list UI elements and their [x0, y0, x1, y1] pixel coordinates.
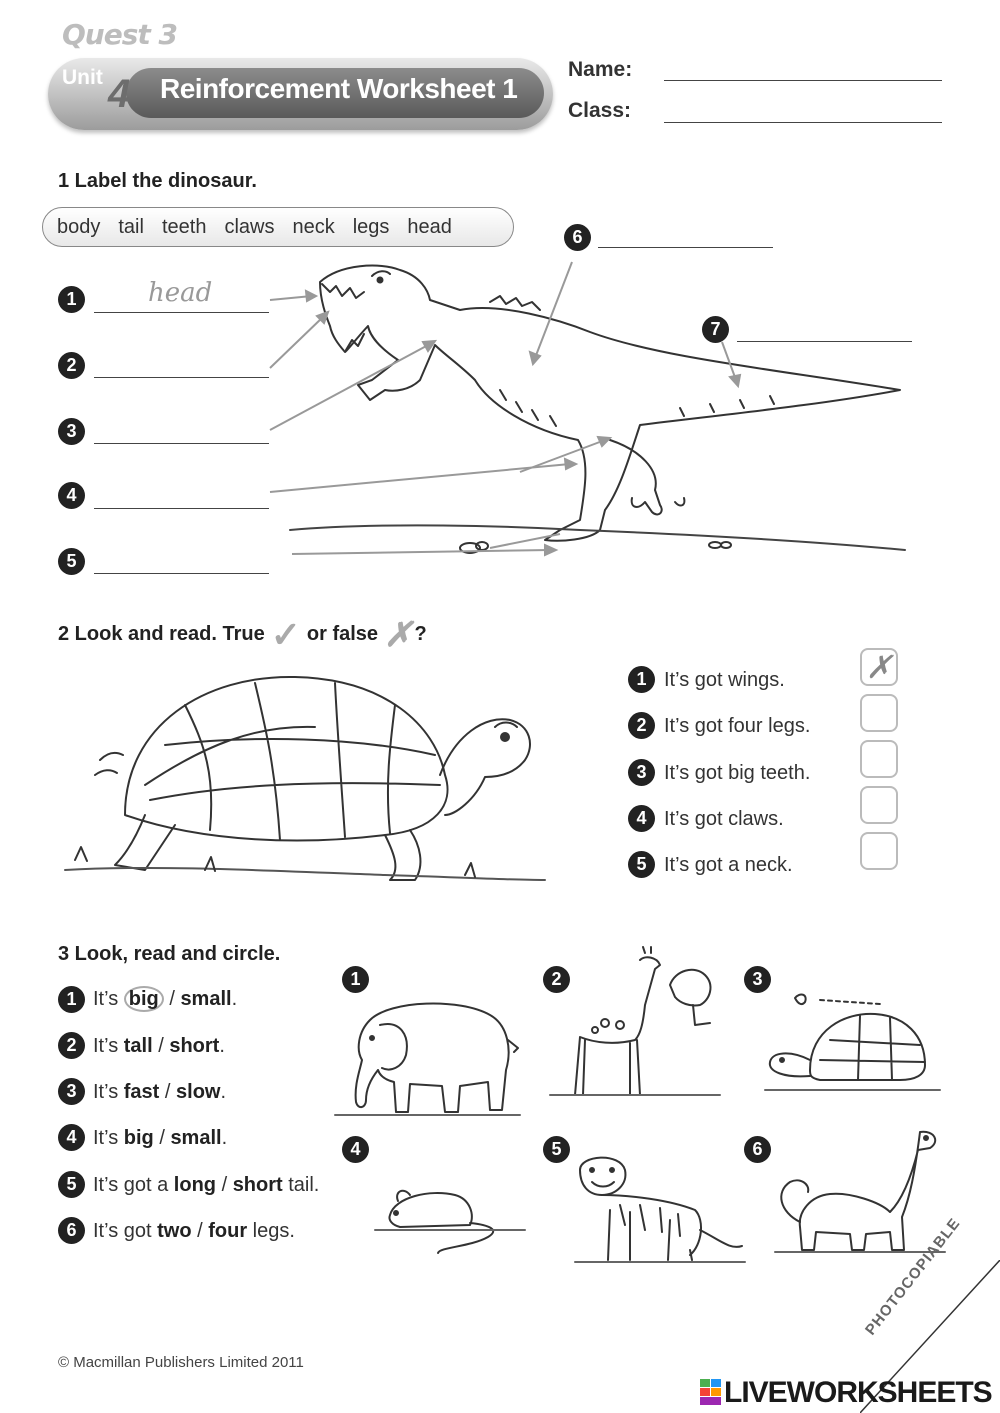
label-answer-line-1[interactable] — [94, 312, 269, 313]
tortoise-illustration — [55, 665, 555, 905]
section1-title: 1 Label the dinosaur. — [58, 170, 257, 192]
small-tortoise-picture — [760, 990, 945, 1100]
answer-box-1[interactable]: ✗ — [860, 648, 898, 686]
name-label: Name: — [568, 58, 633, 81]
cross-icon: ✗ — [384, 615, 413, 654]
label-number-5: 5 — [58, 548, 85, 575]
option-a-5[interactable]: long — [173, 1174, 217, 1196]
word-bank-item: claws — [224, 215, 275, 238]
photocopiable-stamp: PHOTOCOPIABLE — [862, 1214, 964, 1339]
dinosaur-illustration — [260, 240, 920, 570]
word-bank-item: legs — [352, 215, 390, 238]
word-bank-item: head — [407, 215, 452, 238]
statement-number-1: 1 — [628, 666, 655, 693]
circle-number-2: 2 — [58, 1032, 85, 1059]
option-b-2[interactable]: short — [169, 1035, 220, 1057]
circle-number-1: 1 — [58, 986, 85, 1013]
word-bank-item: teeth — [161, 215, 207, 238]
brand-logo: Quest 3 — [62, 18, 178, 51]
label-number-6: 6 — [564, 224, 591, 251]
label-number-3: 3 — [58, 418, 85, 445]
circle-number-4: 4 — [58, 1124, 85, 1151]
circle-sentence-2: It’s tall / short. — [93, 1035, 225, 1057]
tiger-picture — [570, 1150, 750, 1270]
statement-number-4: 4 — [628, 805, 655, 832]
picture-number-5: 5 — [543, 1136, 570, 1163]
statement-text-2: It’s got four legs. — [664, 715, 811, 737]
statement-text-4: It’s got claws. — [664, 808, 784, 830]
liveworksheets-icon — [700, 1379, 722, 1405]
liveworksheets-logo: LIVEWORKSHEETS — [724, 1376, 992, 1409]
tick-icon: ✓ — [270, 613, 301, 655]
answer-box-3[interactable] — [860, 740, 898, 778]
statement-text-5: It’s got a neck. — [664, 854, 793, 876]
option-b-1[interactable]: small — [180, 988, 232, 1010]
answer-box-5[interactable] — [860, 832, 898, 870]
word-bank-item: body — [57, 215, 101, 238]
label-number-1: 1 — [58, 286, 85, 313]
label-answer-line-5[interactable] — [94, 573, 269, 574]
answer-box-4[interactable] — [860, 786, 898, 824]
page-title: Reinforcement Worksheet 1 — [160, 73, 518, 104]
picture-number-1: 1 — [342, 966, 369, 993]
section2-title-end: ? — [414, 623, 427, 645]
statement-text-1: It’s got wings. — [664, 669, 785, 691]
statement-number-2: 2 — [628, 712, 655, 739]
word-bank-item: neck — [292, 215, 335, 238]
section2-title-text: 2 Look and read. True — [58, 623, 265, 645]
label-number-2: 2 — [58, 352, 85, 379]
circle-number-3: 3 — [58, 1078, 85, 1105]
name-field[interactable] — [664, 80, 942, 81]
circle-sentence-5: It’s got a long / short tail. — [93, 1174, 320, 1196]
circle-number-6: 6 — [58, 1217, 85, 1244]
section3-title: 3 Look, read and circle. — [58, 943, 281, 965]
statement-number-5: 5 — [628, 851, 655, 878]
mouse-picture — [370, 1175, 530, 1260]
statement-number-3: 3 — [628, 759, 655, 786]
option-b-4[interactable]: small — [170, 1127, 222, 1149]
label-number-7: 7 — [702, 316, 729, 343]
circle-number-5: 5 — [58, 1171, 85, 1198]
giraffe-picture — [545, 945, 725, 1100]
elephant-picture — [330, 990, 525, 1120]
section2-title — [58, 613, 427, 655]
option-a-6[interactable]: two — [157, 1220, 192, 1242]
section2-title-mid: or false — [306, 623, 379, 645]
label-number-4: 4 — [58, 482, 85, 509]
label-answer-line-3[interactable] — [94, 443, 269, 444]
unit-label: Unit — [62, 66, 103, 89]
unit-number: 4 — [108, 72, 131, 116]
option-b-6[interactable]: four — [208, 1220, 248, 1242]
copyright-text: © Macmillan Publishers Limited 2011 — [58, 1354, 304, 1371]
picture-number-2: 2 — [543, 966, 570, 993]
picture-number-3: 3 — [744, 966, 771, 993]
option-b-5[interactable]: short — [232, 1174, 283, 1196]
label-answer-1[interactable]: head — [148, 278, 213, 308]
statement-text-3: It’s got big teeth. — [664, 762, 811, 784]
label-answer-line-4[interactable] — [94, 508, 269, 509]
option-a-1[interactable]: big — [124, 986, 164, 1012]
picture-number-6: 6 — [744, 1136, 771, 1163]
word-bank-item: tail — [118, 215, 144, 238]
circle-sentence-1: It’s big / small. — [93, 988, 238, 1010]
long-neck-dinosaur-picture — [770, 1122, 950, 1257]
option-a-4[interactable]: big — [123, 1127, 154, 1149]
option-b-3[interactable]: slow — [176, 1081, 221, 1103]
circle-sentence-4: It’s big / small. — [93, 1127, 228, 1149]
option-a-3[interactable]: fast — [123, 1081, 160, 1103]
picture-number-4: 4 — [342, 1136, 369, 1163]
label-answer-line-2[interactable] — [94, 377, 269, 378]
class-field[interactable] — [664, 122, 942, 123]
circle-sentence-3: It’s fast / slow. — [93, 1081, 227, 1103]
option-a-2[interactable]: tall — [123, 1035, 153, 1057]
circle-sentence-6: It’s got two / four legs. — [93, 1220, 295, 1242]
answer-box-2[interactable] — [860, 694, 898, 732]
class-label: Class: — [568, 99, 632, 122]
